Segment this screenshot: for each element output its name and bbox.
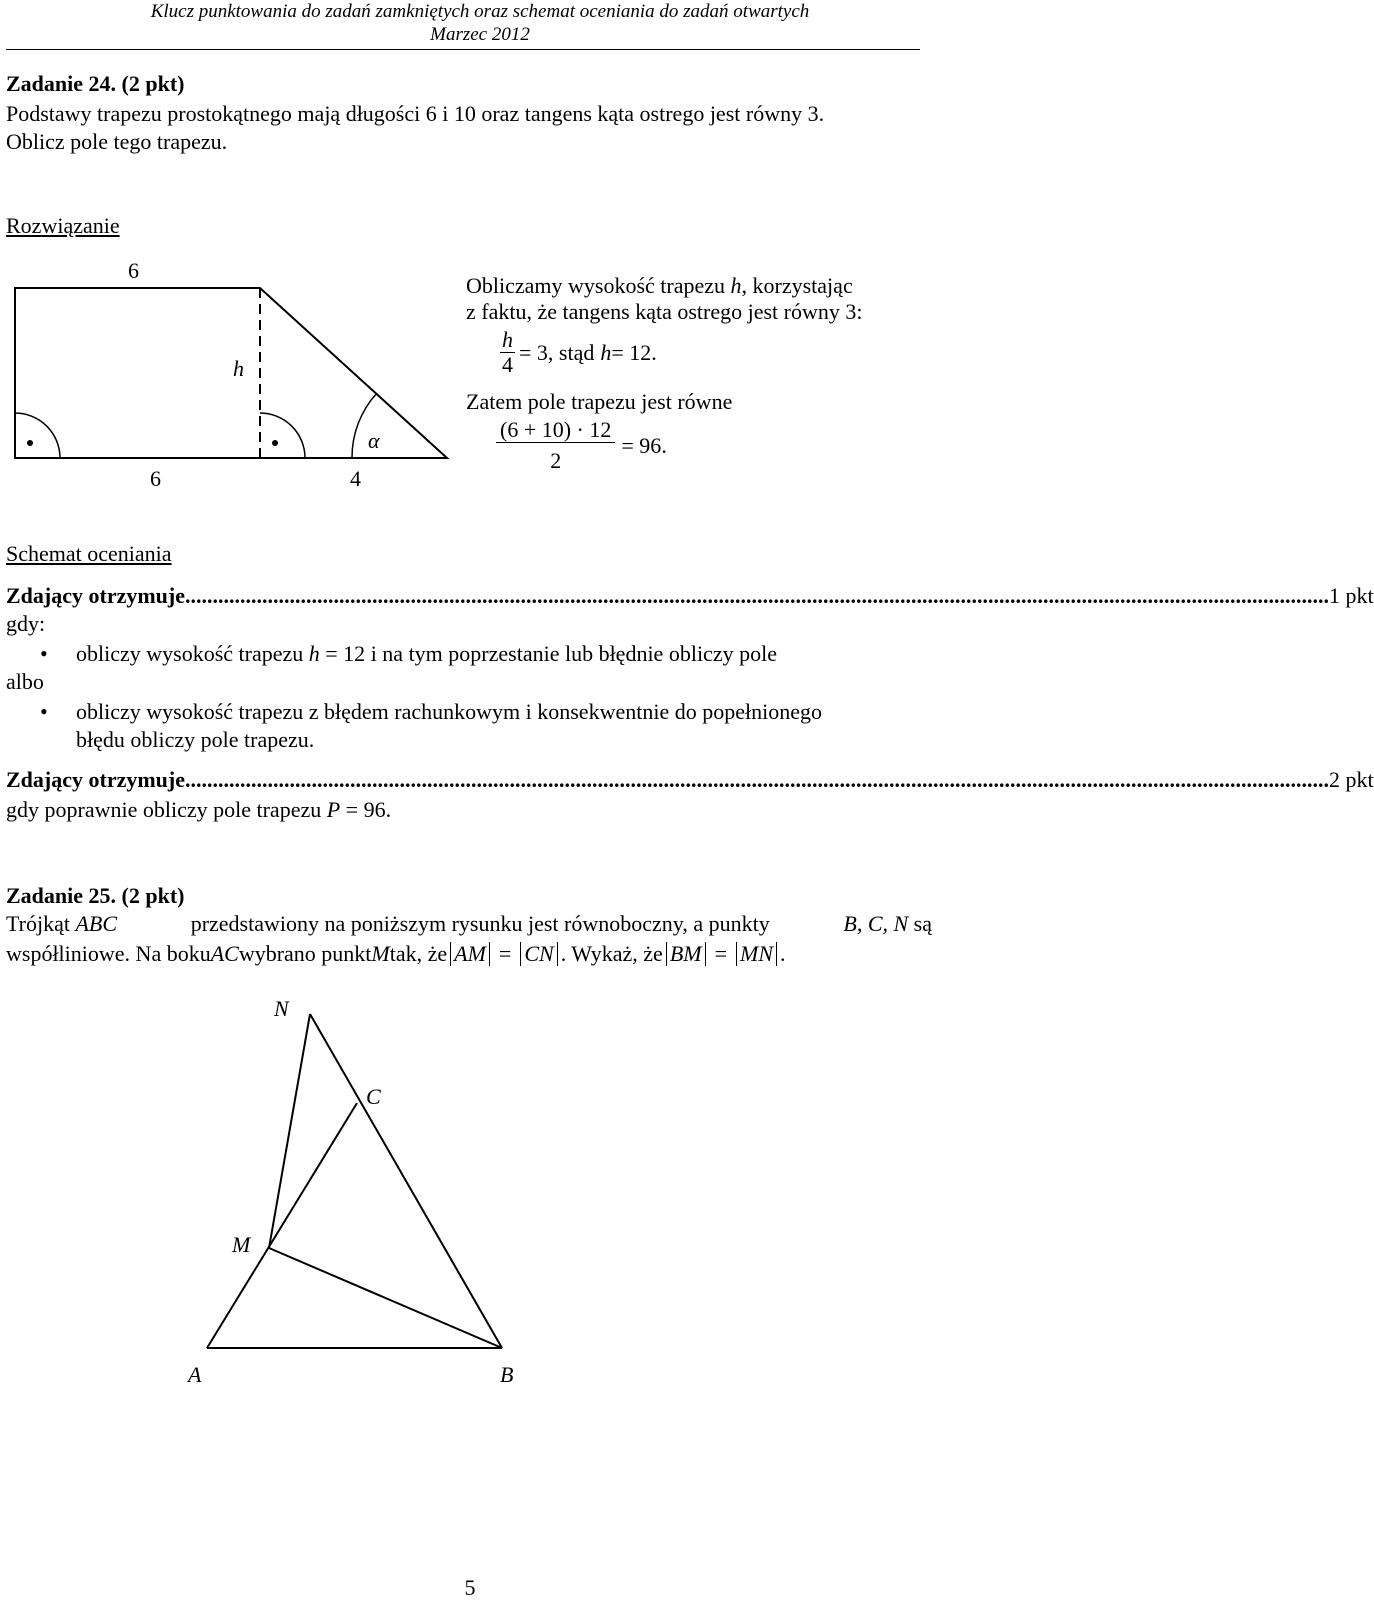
bullet-1b: i na tym poprzestanie lub błędnie obliczy pole [365,641,777,666]
bullet-1-eq: = 12 [319,641,366,666]
task24-text-1: Podstawy trapezu prostokątnego mają długości 6 i 10 oraz tangens kąta ostrego jest równy 3. [6,101,825,126]
fraction-h-den: 4 [502,352,513,377]
task25-title [6,882,184,910]
right-angle-arc-mid [260,413,305,458]
bullet-2-marker: • [40,699,48,724]
score-2-dots: ................................................................................................................................................................................................................ [185,767,1330,792]
solution-heading: Rozwiązanie [6,213,120,238]
task25-points-BCN: B, C, N [843,911,909,936]
label-bottom-6: 6 [150,466,161,491]
abs-bar [776,942,777,966]
task25-line-1-c [843,910,932,938]
task25-line-2-d: . Wykaż, że [560,941,663,966]
abs-bar [520,942,521,966]
trapezoid-figure [0,250,460,500]
solution-equation-1 [500,328,657,377]
eq1-val: = 12 [611,339,652,365]
task25-line-1-c-text: są [908,911,932,936]
score-2-period: . [385,797,392,822]
abs-bar [736,942,737,966]
segment-MB [269,1248,502,1348]
task24-text-2: Oblicz pole tego trapezu. [6,129,228,154]
bullet-1-marker: • [40,641,48,666]
task25-line-1-b: przedstawiony na poniższym rysunku jest równoboczny, a punkty [190,911,770,936]
solution-line-1a: Obliczamy wysokość trapezu [466,273,731,298]
fraction-area-num: (6 + 10) · 12 [496,418,615,443]
task25-CN: CN [524,941,554,966]
task25-line-2-b: wybrano punkt [238,941,372,966]
label-bottom-4: 4 [350,466,361,491]
scheme-heading: Schemat oceniania [6,541,172,566]
fraction-area [496,418,615,473]
task25-eq-2: = [714,941,727,966]
eq1-period: . [651,339,657,365]
task25-line-1 [6,910,932,938]
solution-equation-2 [496,418,667,473]
abs-bar [450,942,451,966]
solution-line-1-h: h [730,273,742,298]
task25-line-2 [6,940,786,968]
solution-line-2: z faktu, że tangens kąta ostrego jest równy 3: [466,299,863,324]
task25-points: (2 pkt) [121,883,185,908]
abs-bar [489,942,490,966]
score-2-label: Zdający otrzymuje [6,767,186,792]
bullet-1-h: h [308,641,320,666]
score-2-text [6,796,391,824]
task25-MN: MN [740,941,773,966]
bullet-2-line-2: błędu obliczy pole trapezu. [76,727,315,752]
segment-AC [207,1103,357,1348]
label-h: h [233,356,244,381]
task25-AC: AC [210,941,239,966]
eq2-period: . [661,432,667,458]
score-2-points: 2 pkt [1329,767,1374,792]
task25-AM: AM [454,941,486,966]
fraction-h-num: h [502,327,513,352]
task25-title-text: Zadanie 25. [6,883,117,908]
abs-bar [557,942,558,966]
abs-bar [666,942,667,966]
eq1-h: h [600,339,612,365]
task25-M: M [371,941,390,966]
header-rule [6,49,920,50]
page-number: 5 [464,1575,476,1600]
point-N-label: N [274,996,289,1021]
right-angle-arc-left [15,413,60,458]
task25-period: . [780,941,786,966]
fraction-h-over-4 [500,328,515,377]
score-1-points: 1 pkt [1329,583,1374,608]
fraction-area-den: 2 [550,448,562,473]
task25-line-1-a-text: Trójkąt [6,911,76,936]
point-M-label: M [232,1232,251,1257]
header-line-2: Marzec 2012 [430,24,530,45]
task25-BM: BM [669,941,702,966]
abs-bar [705,942,706,966]
score-2-P: P [326,797,341,822]
score-1-gdy: gdy: [6,611,46,636]
eq2-rest: = 96 [621,432,662,458]
triangle-figure [150,990,550,1390]
trapezoid-shape [15,288,447,458]
task25-eq-1: = [498,941,512,966]
task24-points: (2 pkt) [121,71,185,96]
solution-line-1 [466,272,853,300]
eq1-stad: , stąd [547,339,595,365]
task25-line-2-c: tak, że [389,941,448,966]
score-2-text-a: gdy poprawnie obliczy pole trapezu [6,797,327,822]
task25-ABC: ABC [75,911,118,936]
task25-line-1-a [6,910,117,938]
bullet-1-text [76,640,777,668]
point-A-label: A [188,1362,202,1387]
label-alpha: α [368,428,380,453]
label-top-6: 6 [128,258,139,283]
task24-title-text: Zadanie 24. [6,71,117,96]
score-2-eq: = 96 [340,797,386,822]
score-1-dots: ................................................................................................................................................................................................................ [185,583,1330,608]
point-B-label: B [500,1362,514,1387]
score-1-line [6,582,1374,610]
header-line-1: Klucz punktowania do zadań zamkniętych oraz schemat oceniania do zadań otwartych [150,1,810,22]
eq1-rest: = 3 [519,339,548,365]
score-1-label: Zdający otrzymuje [6,583,186,608]
score-2-line [6,766,1374,794]
task24-title [6,70,184,98]
right-angle-dot-left [27,440,33,446]
point-C-label: C [366,1084,381,1109]
bullet-1a: obliczy wysokość trapezu [76,641,309,666]
albo-text: albo [6,669,44,694]
task25-line-2-a: współliniowe. Na boku [6,941,211,966]
right-angle-dot-mid [272,440,278,446]
solution-line-4: Zatem pole trapezu jest równe [466,389,733,414]
bullet-2-line-1: obliczy wysokość trapezu z błędem rachunkowym i konsekwentnie do popełnionego [76,699,822,724]
line-BCN [310,1014,502,1348]
solution-line-1b: , korzystając [741,273,853,298]
